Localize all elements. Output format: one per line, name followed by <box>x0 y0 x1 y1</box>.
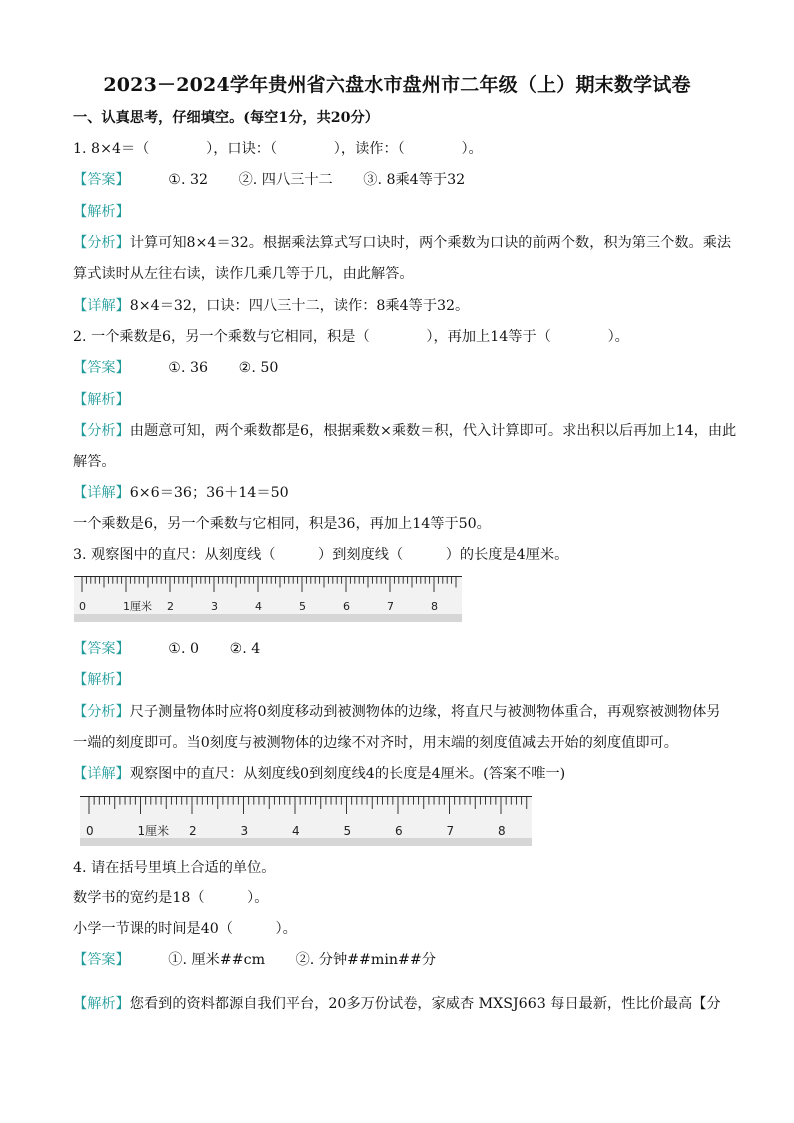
question-3: 3. 观察图中的直尺：从刻度线（ ）到刻度线（ ）的长度是4厘米。 <box>73 547 569 563</box>
ruler-number: 1厘米 <box>123 600 152 613</box>
question-2: 2. 一个乘数是6，另一个乘数与它相同，积是（ ），再加上14等于（ ）。 <box>73 329 629 345</box>
answer-label: 【答案】 <box>73 172 130 188</box>
ruler-number: 3 <box>240 824 249 838</box>
q2-analysis-text-2: 解答。 <box>73 454 116 470</box>
q3-analysis <box>73 702 720 722</box>
detail-label: 【详解】 <box>73 485 130 501</box>
q3-detail-text: 观察图中的直尺：从刻度线0到刻度线4的长度是4厘米。(答案不唯一) <box>129 766 566 782</box>
ruler-image-2 <box>80 796 532 846</box>
q2-conclusion: 一个乘数是6，另一个乘数与它相同，积是36，再加上14等于50。 <box>73 516 491 532</box>
q1-detail-text: 8×4＝32，口诀：四八三十二，读作：8乘4等于32。 <box>129 298 470 314</box>
q1-detail <box>73 296 469 316</box>
ruler-number: 4 <box>292 824 300 838</box>
ruler-number: 0 <box>86 824 94 838</box>
ruler-number: 8 <box>498 824 506 838</box>
ruler-number: 7 <box>446 824 455 838</box>
q1-answer-1: ①. 32 <box>168 172 209 188</box>
ruler-number: 5 <box>299 600 306 613</box>
ruler-number: 1厘米 <box>137 824 170 838</box>
q3-answer-2: ②. 4 <box>229 641 261 657</box>
detail-label: 【详解】 <box>73 766 130 782</box>
ruler-number: 2 <box>167 600 174 613</box>
q3-analysis-text-1: 尺子测量物体时应将0刻度移动到被测物体的边缘，将直尺与被测物体重合，再观察被测物体另 <box>129 704 721 720</box>
q4-answer-row <box>73 950 436 970</box>
q1-answer-3: ③. 8乘4等于32 <box>363 172 466 188</box>
question-1: 1. 8×4＝（ ），口诀：（ ），读作：（ ）。 <box>73 141 483 157</box>
q2-answer-2: ②. 50 <box>238 360 279 376</box>
q2-analysis-heading: 【解析】 <box>73 392 130 408</box>
ruler-number: 3 <box>211 600 218 613</box>
q3-detail <box>73 764 565 784</box>
answer-label: 【答案】 <box>73 641 130 657</box>
q2-analysis <box>73 421 736 441</box>
q4-answer-2: ②. 分钟##min##分 <box>295 952 437 968</box>
q1-analysis-heading: 【解析】 <box>73 204 130 220</box>
q3-analysis-text-2: 一端的刻度即可。当0刻度与被测物体的边缘不对齐时，用末端的刻度值减去开始的刻度值即可。 <box>73 735 678 751</box>
ruler-number: 7 <box>387 600 394 613</box>
analysis-head-label: 【解析】 <box>73 996 130 1012</box>
q4-footer <box>73 994 721 1014</box>
q4-line-2: 小学一节课的时间是40（ ）。 <box>73 921 297 937</box>
q2-analysis-text-1: 由题意可知，两个乘数都是6，根据乘数×乘数＝积，代入计算即可。求出积以后再加上14，由此 <box>129 423 737 439</box>
q4-footer-text: 您看到的资料都源自我们平台，20多万份试卷，家威杏 MXSJ663 每日最新，性比价最高【分 <box>129 996 721 1012</box>
q4-answer-1: ①. 厘米##cm <box>168 952 266 968</box>
page-title: 2023－2024学年贵州省六盘水市盘州市二年级（上）期末数学试卷 <box>103 74 691 96</box>
q2-answer-1: ①. 36 <box>168 360 209 376</box>
ruler-number: 0 <box>79 600 86 613</box>
q1-answer-row <box>73 170 465 190</box>
q3-answer-1: ①. 0 <box>168 641 200 657</box>
ruler-number: 4 <box>255 600 262 613</box>
answer-label: 【答案】 <box>73 952 130 968</box>
section-heading: 一、认真思考，仔细填空。(每空1分，共20分） <box>73 110 379 126</box>
ruler-number: 6 <box>395 824 403 838</box>
ruler-number: 6 <box>343 600 350 613</box>
q2-detail <box>73 483 289 503</box>
q4-line-1: 数学书的宽约是18（ ）。 <box>73 890 269 906</box>
analysis-label: 【分析】 <box>73 235 130 251</box>
q3-analysis-heading: 【解析】 <box>73 672 130 688</box>
q1-answer-2: ②. 四八三十二 <box>238 172 333 188</box>
q1-analysis <box>73 233 731 253</box>
q2-answer-row <box>73 358 278 378</box>
q3-answer-row <box>73 639 260 659</box>
q1-analysis-text-2: 算式读时从左往右读，读作几乘几等于几，由此解答。 <box>73 266 414 282</box>
q1-analysis-text-1: 计算可知8×4＝32。根据乘法算式写口诀时，两个乘数为口诀的前两个数，积为第三个数。乘法 <box>129 235 732 251</box>
analysis-label: 【分析】 <box>73 423 130 439</box>
ruler-image-1 <box>74 576 462 622</box>
analysis-label: 【分析】 <box>73 704 130 720</box>
answer-label: 【答案】 <box>73 360 130 376</box>
q2-detail-text: 6×6＝36；36＋14＝50 <box>129 485 289 501</box>
ruler-number: 2 <box>189 824 197 838</box>
ruler-number: 5 <box>343 824 352 838</box>
ruler-number: 8 <box>431 600 438 613</box>
detail-label: 【详解】 <box>73 298 130 314</box>
question-4: 4. 请在括号里填上合适的单位。 <box>73 860 276 876</box>
